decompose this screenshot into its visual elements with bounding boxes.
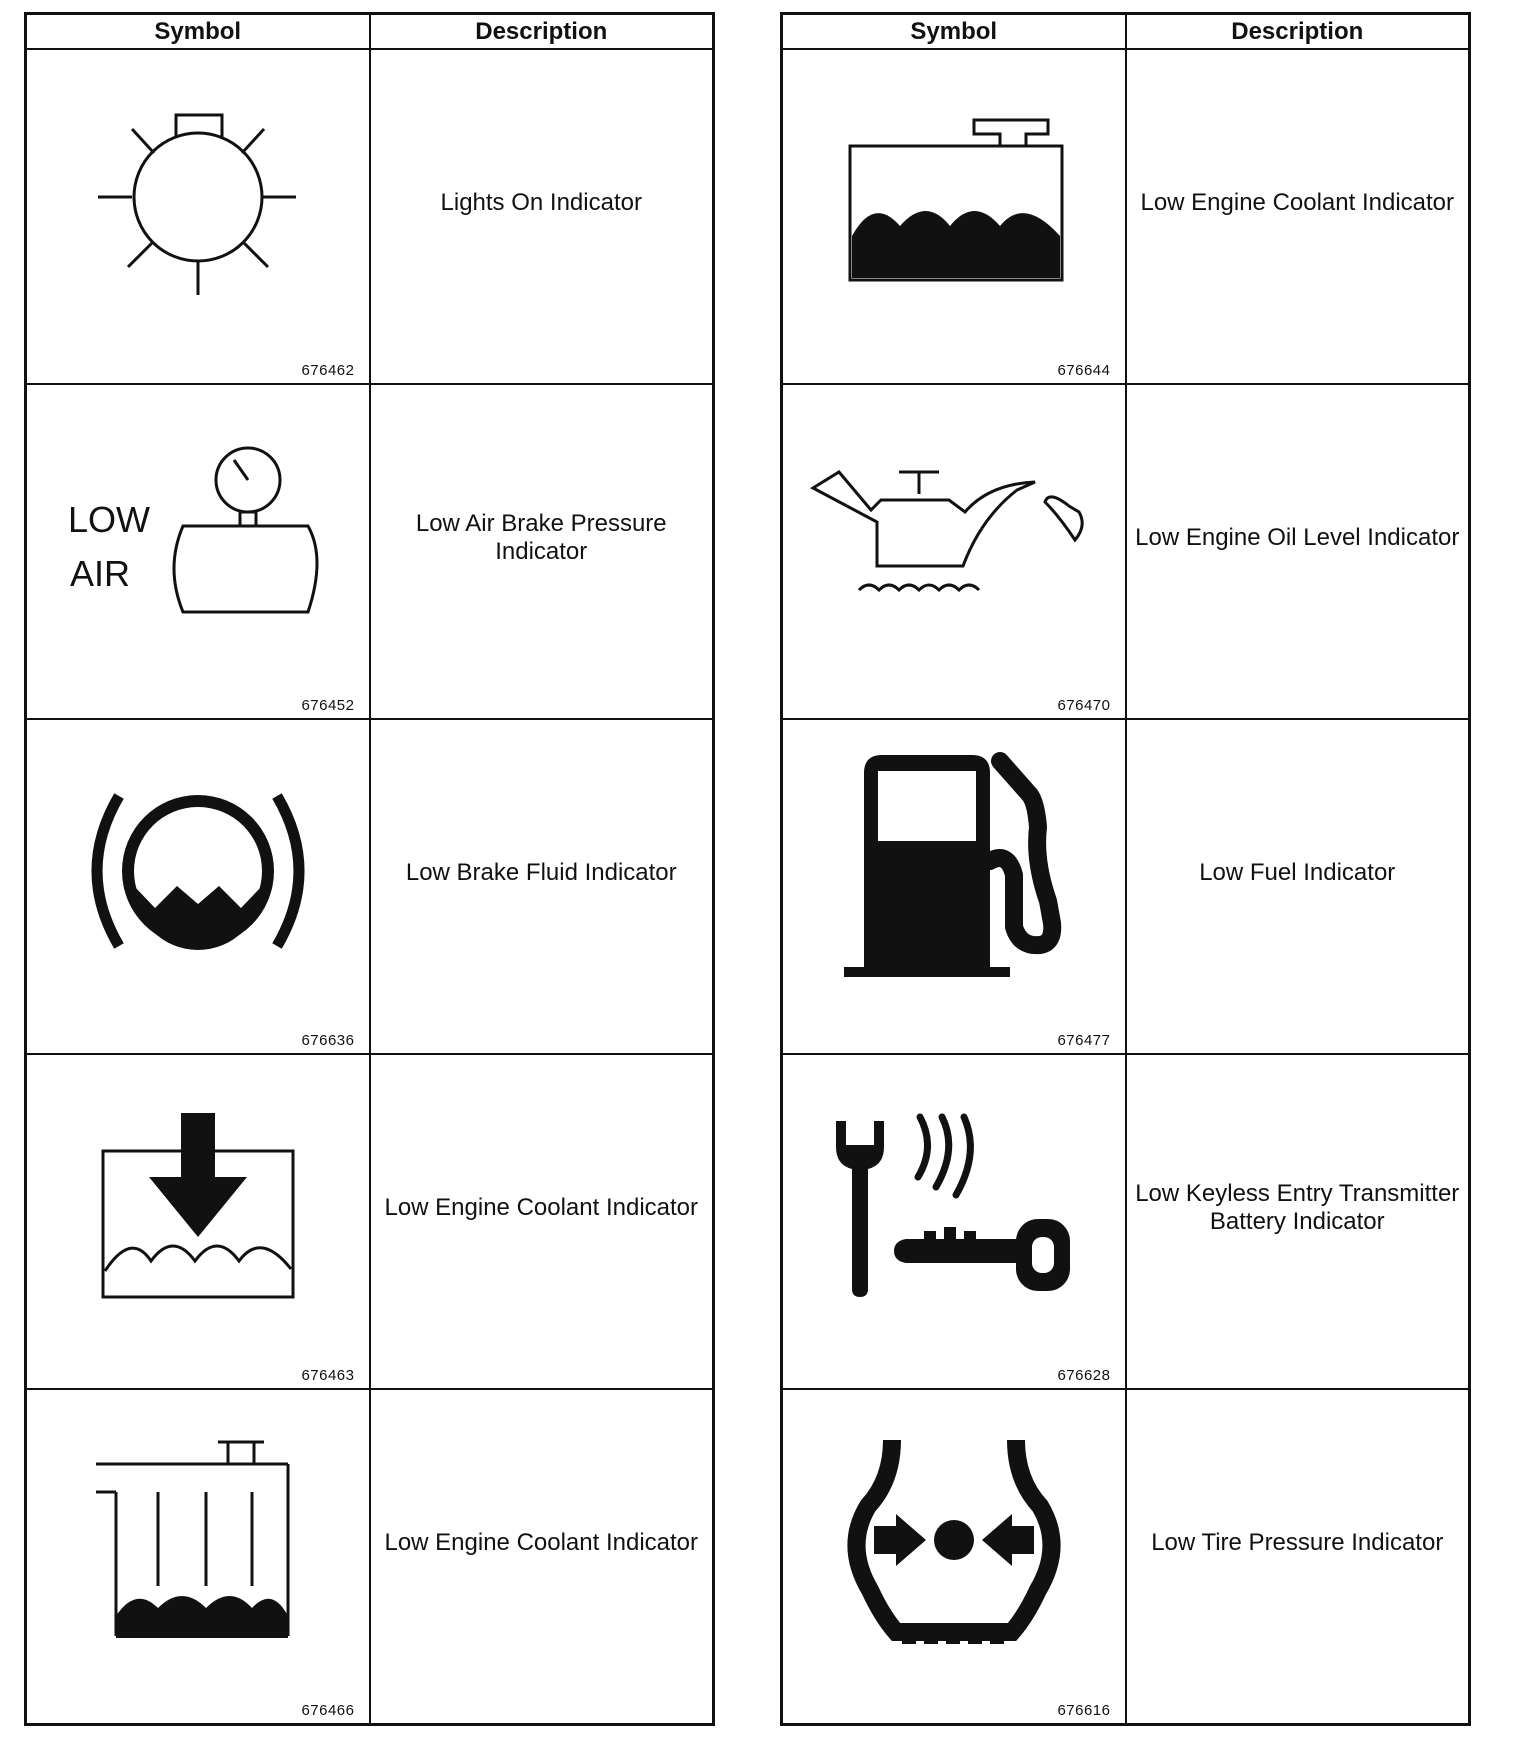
figure-code: 676463 xyxy=(301,1367,355,1384)
table-row xyxy=(782,384,1470,719)
coolant-arrow-icon xyxy=(93,1111,303,1301)
symbol-cell xyxy=(782,1054,1126,1389)
description-text: Low Engine Coolant Indicator xyxy=(384,1528,699,1556)
description-cell xyxy=(370,384,714,719)
tire-pressure-icon xyxy=(844,1436,1064,1646)
figure-code: 676477 xyxy=(1057,1032,1111,1049)
description-text: Lights On Indicator xyxy=(440,188,642,216)
figure-code: 676470 xyxy=(1057,697,1111,714)
description-text: Low Keyless Entry Transmitter Battery Indicator xyxy=(1135,1179,1460,1235)
table-row xyxy=(782,1054,1470,1389)
figure-code: 676466 xyxy=(301,1702,355,1719)
table-row xyxy=(782,719,1470,1054)
radiator-coolant-icon xyxy=(88,1436,308,1646)
description-cell xyxy=(1126,1389,1470,1725)
description-cell xyxy=(370,719,714,1054)
table-row xyxy=(26,1389,714,1725)
keyless-entry-icon xyxy=(824,1111,1084,1301)
description-cell xyxy=(1126,719,1470,1054)
description-cell xyxy=(1126,49,1470,384)
description-cell xyxy=(370,49,714,384)
figure-code: 676616 xyxy=(1057,1702,1111,1719)
figure-code: 676628 xyxy=(1057,1367,1111,1384)
table-header-row xyxy=(782,14,1470,50)
symbol-cell xyxy=(26,1054,370,1389)
description-text: Low Engine Coolant Indicator xyxy=(384,1193,699,1221)
oil-can-icon xyxy=(809,466,1099,606)
column-header-description: Description xyxy=(1126,14,1470,50)
brake-fluid-icon xyxy=(83,786,313,956)
column-header-symbol: Symbol xyxy=(26,14,370,50)
description-text: Low Air Brake Pressure Indicator xyxy=(415,509,667,565)
symbol-cell xyxy=(26,1389,370,1725)
symbol-cell xyxy=(26,384,370,719)
coolant-tank-icon xyxy=(844,116,1064,286)
symbol-cell xyxy=(782,1389,1126,1725)
description-text: Low Fuel Indicator xyxy=(1199,858,1396,886)
description-cell xyxy=(370,1054,714,1389)
table-row xyxy=(782,49,1470,384)
table-row xyxy=(26,384,714,719)
low-label: LOW xyxy=(67,498,150,540)
description-cell xyxy=(370,1389,714,1725)
table-row xyxy=(26,719,714,1054)
symbol-cell xyxy=(782,719,1126,1054)
figure-code: 676644 xyxy=(1057,362,1111,379)
symbol-cell xyxy=(782,49,1126,384)
fuel-pump-icon xyxy=(834,751,1074,991)
lights-on-icon xyxy=(88,101,308,301)
table-row xyxy=(26,1054,714,1389)
figure-code: 676462 xyxy=(301,362,355,379)
description-cell xyxy=(1126,1054,1470,1389)
symbol-table-right xyxy=(780,12,1471,1726)
figure-code: 676636 xyxy=(301,1032,355,1049)
description-text: Low Brake Fluid Indicator xyxy=(405,858,677,886)
symbol-table-left xyxy=(24,12,715,1726)
description-text: Low Engine Coolant Indicator xyxy=(1140,188,1455,216)
column-header-symbol: Symbol xyxy=(782,14,1126,50)
low-air-brake-icon xyxy=(58,446,338,626)
figure-code: 676452 xyxy=(301,697,355,714)
symbol-cell xyxy=(782,384,1126,719)
description-cell xyxy=(1126,384,1470,719)
table-row xyxy=(26,49,714,384)
symbol-cell xyxy=(26,49,370,384)
description-text: Low Tire Pressure Indicator xyxy=(1151,1528,1444,1556)
symbol-cell xyxy=(26,719,370,1054)
column-header-description: Description xyxy=(370,14,714,50)
description-text: Low Engine Oil Level Indicator xyxy=(1135,523,1460,551)
table-row xyxy=(782,1389,1470,1725)
table-header-row xyxy=(26,14,714,50)
air-label: AIR xyxy=(69,552,130,594)
